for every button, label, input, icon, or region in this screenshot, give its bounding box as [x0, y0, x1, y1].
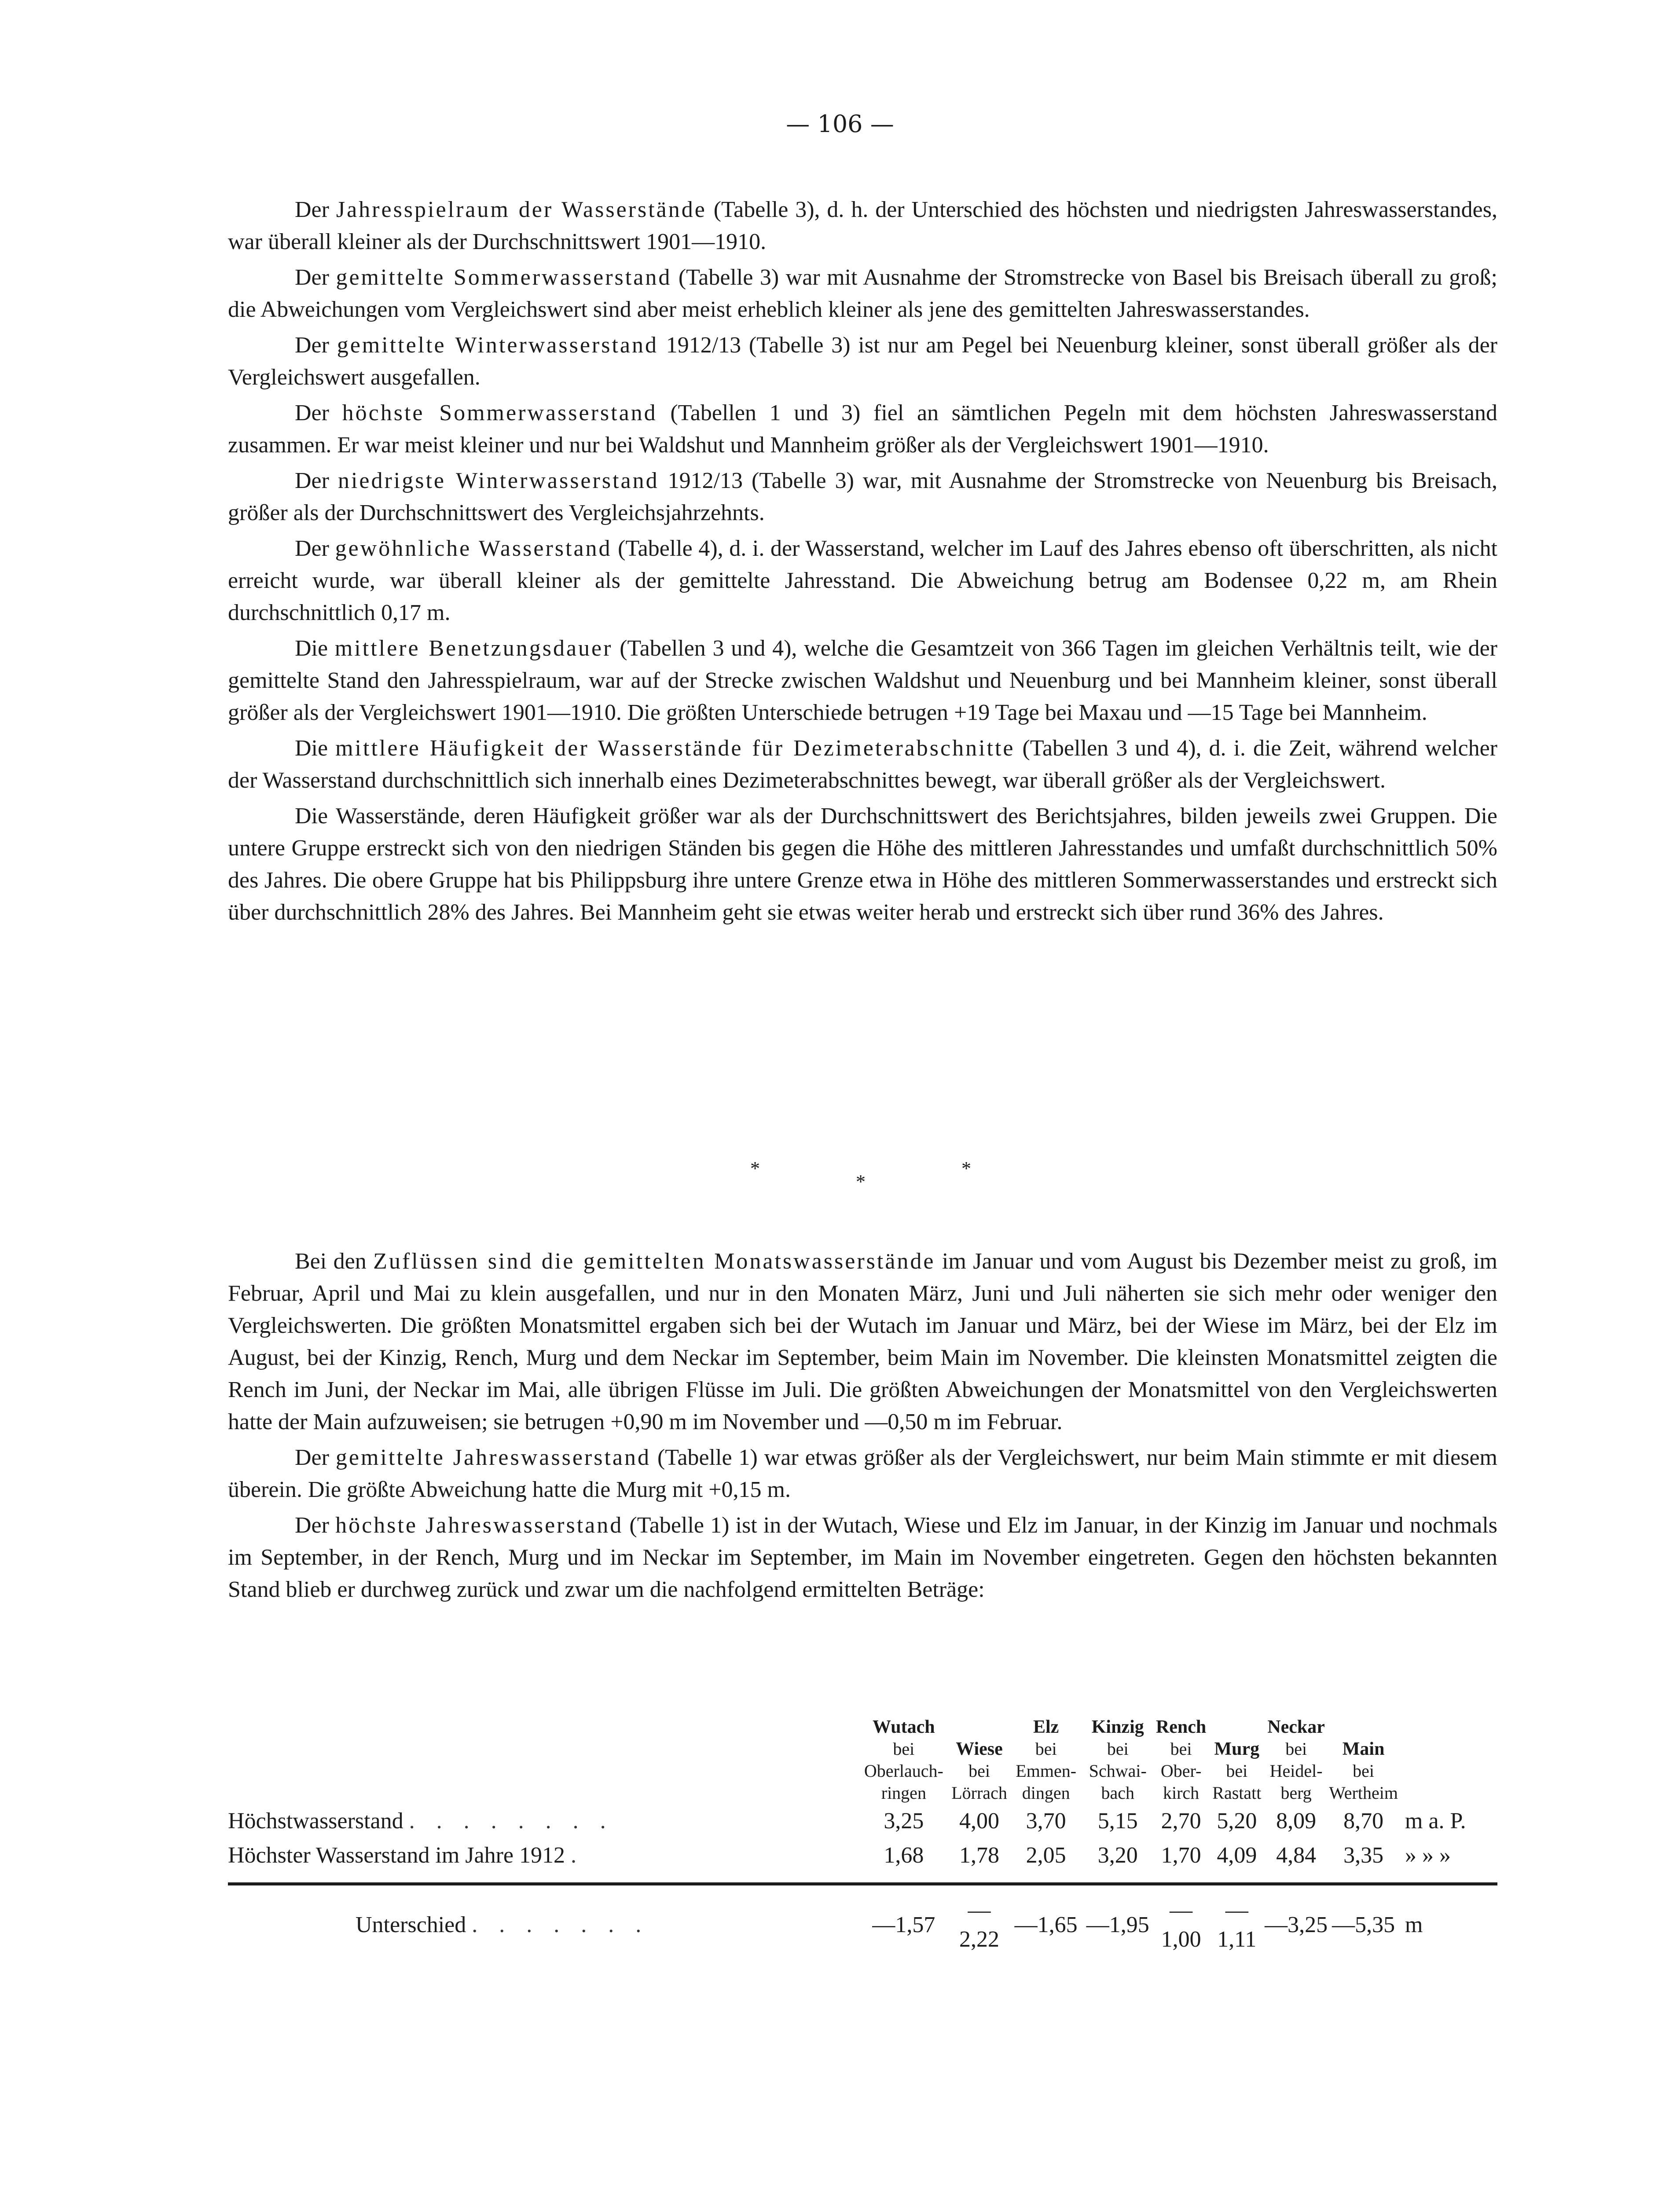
table-cell: 4,84: [1276, 1843, 1317, 1868]
unit-cell: m: [1405, 1912, 1423, 1937]
column-header: [950, 1716, 1009, 1804]
article: Der: [295, 468, 338, 493]
paragraph: [228, 800, 1497, 928]
term: gemittelte Jahreswasserstand: [335, 1445, 651, 1470]
leader-dots: . . . . . . . .: [409, 1808, 614, 1834]
paragraph-text: (Tabellen 1 und 3) fiel an sämtlichen Pegeln mit dem höchsten Jahreswasserstand zusammen. Er war meist kleiner und nur bei Waldshut und Mannheim größer als der Vergleichswert 1901—1910.: [228, 400, 1497, 458]
paragraph-text: (Tabelle 4), d. i. der Wasserstand, welcher im Lauf des Jahres ebenso oft überschritten, als nicht erreicht wurde, war überall kleiner als der gemittelte Jahresstand. Die Abweichung betrug am Bodensee 0,22 m, am Rhein durchschnittlich 0,17 m.: [228, 536, 1497, 625]
place-name: Lörrach: [951, 1783, 1007, 1803]
row-label: [228, 1804, 857, 1838]
text-section-rhine: [228, 194, 1497, 932]
river-name: Main: [1342, 1739, 1385, 1759]
table-cell: 1,78: [959, 1843, 1000, 1868]
row-label-text: Höchster Wasserstand im Jahre 1912: [228, 1843, 565, 1868]
leader-dots: .: [571, 1843, 585, 1868]
paragraph: [228, 397, 1497, 461]
table-cell: —2,22: [959, 1898, 1000, 1952]
table-rule: [228, 1882, 1497, 1885]
place-name: Oberlauch-ringen: [864, 1761, 943, 1803]
table-cell: —3,25: [1265, 1912, 1328, 1937]
table-cell: 3,20: [1097, 1843, 1138, 1868]
separator-star: *: [856, 1171, 866, 1192]
term: gemittelte Sommerwasserstand: [336, 265, 672, 290]
lead: Der: [295, 1445, 336, 1470]
river-name: Wutach: [873, 1717, 935, 1737]
column-header: [1263, 1716, 1329, 1804]
rule-cell: [228, 1873, 1497, 1893]
unit-cell: m a. P.: [1405, 1808, 1466, 1834]
page-number: — 106 —: [786, 110, 894, 138]
table-row: [228, 1804, 1497, 1838]
paragraph: [228, 261, 1497, 326]
river-name: Neckar: [1267, 1717, 1325, 1737]
place-name: Emmen-dingen: [1016, 1761, 1077, 1803]
column-header: [1329, 1716, 1398, 1804]
article: Der: [295, 265, 336, 290]
term: mittlere Häufigkeit der Wasserstände für Dezimeterabschnitte: [335, 736, 1015, 761]
row-label-text: Höchstwasserstand: [228, 1808, 403, 1834]
table-cell: —1,00: [1161, 1898, 1201, 1952]
paragraph-text: (Tabellen 3 und 4), welche die Gesamtzeit von 366 Tagen im gleichen Verhältnis teilt, wie der gemittelte Stand den Jahresspielraum, war auf der Strecke zwischen Waldshut und Neuenburg und bei Mannheim kleiner, sonst überall größer als der Vergleichswert 1901—1910. Die größten Unterschiede betrugen +19 Tage bei Maxau und —15 Tage bei Mannheim.: [228, 636, 1497, 725]
unit-header: [1398, 1716, 1497, 1804]
table-cell: 4,09: [1217, 1843, 1257, 1868]
separator-star: *: [750, 1158, 760, 1179]
table-cell: 1,68: [884, 1843, 924, 1868]
table-cell: 4,00: [959, 1808, 1000, 1834]
paragraph-text: 1912/13 (Tabelle 3) war, mit Ausnahme der Stromstrecke von Neuenburg bis Breisach, größer als der Durchschnittswert des Vergleichsjahrzehnts.: [228, 468, 1497, 525]
place-name: Heidel-berg: [1269, 1761, 1323, 1803]
table-cell: —1,95: [1086, 1912, 1149, 1937]
river-name: Elz: [1033, 1717, 1059, 1737]
paragraph-text: 1912/13 (Tabelle 3) ist nur am Pegel bei Neuenburg kleiner, sonst überall größer als der Vergleichswert ausgefallen.: [228, 333, 1498, 390]
column-bei: bei: [1226, 1761, 1248, 1781]
lead: Der: [295, 1513, 336, 1538]
paragraph-text: (Tabelle 3) war mit Ausnahme der Stromstrecke von Basel bis Breisach überall zu groß; die Abweichungen vom Vergleichswert sind aber meist erheblich kleiner als jene des gemittelten Jahreswasserstandes.: [228, 265, 1497, 322]
table-cell: 3,35: [1343, 1843, 1384, 1868]
paragraph-text: (Tabelle 3), d. h. der Unterschied des höchsten und niedrigsten Jahreswasserstandes, war überall kleiner als der Durchschnittswert 1901—1910.: [228, 197, 1497, 254]
column-header: [1152, 1716, 1210, 1804]
column-bei: bei: [1035, 1739, 1057, 1759]
table-cell: 5,20: [1217, 1808, 1257, 1834]
place-name: Rastatt: [1212, 1783, 1262, 1803]
river-name: Kinzig: [1091, 1717, 1144, 1737]
term: mittlere Benetzungsdauer: [334, 636, 613, 661]
table-cell: —5,35: [1332, 1912, 1395, 1937]
column-header: [857, 1716, 950, 1804]
place-name: Wertheim: [1329, 1783, 1398, 1803]
water-level-table: [228, 1716, 1497, 1957]
article: Der: [295, 536, 335, 561]
row-label: [228, 1893, 857, 1957]
row-label-text: Unterschied: [356, 1912, 466, 1937]
table-header-row: [228, 1716, 1497, 1804]
paragraph: [228, 532, 1497, 629]
column-header: [1008, 1716, 1084, 1804]
table-cell: 8,70: [1343, 1808, 1384, 1834]
table-cell: 3,25: [884, 1808, 924, 1834]
river-name: Rench: [1155, 1717, 1207, 1737]
term: Jahresspielraum der Wasserstände: [336, 197, 707, 222]
article: Die: [295, 736, 336, 761]
column-header: [1210, 1716, 1263, 1804]
term: höchste Jahreswasserstand: [335, 1513, 624, 1538]
table-cell: 8,09: [1276, 1808, 1317, 1834]
paragraph-text: (Tabellen 3 und 4), d. i. die Zeit, während welcher der Wasserstand durchschnittlich sich innerhalb eines Dezimeterabschnittes bewegt, war überall größer als der Vergleichswert.: [228, 736, 1497, 793]
lead: Bei den: [295, 1249, 374, 1274]
table-row: [228, 1838, 1497, 1873]
term: höchste Sommerwasserstand: [342, 400, 657, 425]
article: Die: [295, 636, 335, 661]
paragraph-text: (Tabelle 1) war etwas größer als der Vergleichswert, nur beim Main stimmte er mit diesem überein. Die größte Abweichung hatte die Murg mit +0,15 m.: [228, 1445, 1498, 1502]
term: Zuflüssen sind die gemittelten Monatswasserstände: [373, 1249, 935, 1274]
paragraph-text: im Januar und vom August bis Dezember meist zu groß, im Februar, April und Mai zu klein ausgefallen, und nur in den Monaten März, Juni und Juli näherten sie sich mehr oder weniger den Vergleichswerten. Die größten Monatsmittel ergaben sich bei der Wutach im Januar und März, bei der Wiese im März, bei der Elz im August, bei der Kinzig, Rench, Murg und dem Neckar im September, beim Main im November. Die kleinsten Monatsmittel zeigten die Rench im Juni, der Neckar im Mai, alle übrigen Flüsse im Juli. Die größten Abweichungen der Monatsmittel von den Vergleichswerten hatte der Main aufzuweisen; sie betrugen +0,90 m im November und —0,50 m im Februar.: [228, 1249, 1497, 1434]
table-cell: 2,05: [1026, 1843, 1066, 1868]
place-name: Schwai-bach: [1089, 1761, 1147, 1803]
paragraph: [228, 632, 1497, 729]
place-name: Ober-kirch: [1160, 1761, 1202, 1803]
paragraph: [228, 1441, 1497, 1506]
text-section-tributaries: [228, 1245, 1497, 1609]
paragraph: [228, 1509, 1497, 1606]
column-header: [1084, 1716, 1152, 1804]
term: niedrigste Winterwasserstand: [337, 468, 659, 493]
column-bei: bei: [1107, 1739, 1129, 1759]
row-label: [228, 1838, 857, 1873]
paragraph-text: Die Wasserstände, deren Häufigkeit größer war als der Durchschnittswert des Berichtsjahres, bilden jeweils zwei Gruppen. Die untere Gruppe erstreckt sich von den niedrigen Ständen bis gegen die Höhe des mittleren Jahresstandes und umfaßt durchschnittlich 50% des Jahres. Die obere Gruppe hat bis Philippsburg ihre untere Grenze etwa in Höhe des mittleren Sommerwasserstandes und erstreckt sich über durchschnittlich 28% des Jahres. Bei Mannheim geht sie etwas weiter herab und erstreckt sich über rund 36% des Jahres.: [228, 803, 1497, 925]
article: Der: [295, 333, 337, 358]
term: gewöhnliche Wasserstand: [335, 536, 612, 561]
table-cell: 3,70: [1026, 1808, 1066, 1834]
difference-row: [228, 1893, 1497, 1957]
term: gemittelte Winterwasserstand: [337, 333, 658, 358]
table-header-empty: [228, 1716, 857, 1804]
table-cell: —1,57: [872, 1912, 935, 1937]
table-cell: 1,70: [1161, 1843, 1201, 1868]
table-cell: —1,11: [1217, 1898, 1257, 1952]
article: Der: [295, 400, 342, 425]
article: Der: [295, 197, 336, 222]
table-cell: —1,65: [1014, 1912, 1078, 1937]
separator-star: *: [961, 1158, 971, 1179]
paragraph: [228, 329, 1497, 393]
river-name: Wiese: [956, 1739, 1003, 1759]
table: [228, 1716, 1497, 1957]
table-cell: 5,15: [1097, 1808, 1138, 1834]
paragraph: [228, 732, 1497, 796]
column-bei: bei: [968, 1761, 990, 1781]
unit-cell: » » »: [1405, 1843, 1451, 1868]
paragraph: [228, 194, 1497, 258]
paragraph-text: (Tabelle 1) ist in der Wutach, Wiese und Elz im Januar, in der Kinzig im Januar und nochmals im September, in der Rench, Murg und im Neckar im September, im Main im November eingetreten. Gegen den höchsten bekannten Stand blieb er durchweg zurück und zwar um die nachfolgend ermittelten Beträge:: [228, 1513, 1498, 1602]
column-bei: bei: [893, 1739, 915, 1759]
column-bei: bei: [1353, 1761, 1375, 1781]
column-bei: bei: [1170, 1739, 1192, 1759]
rule-row: [228, 1873, 1497, 1893]
paragraph: [228, 465, 1497, 529]
river-name: Murg: [1214, 1739, 1260, 1759]
column-bei: bei: [1285, 1739, 1307, 1759]
leader-dots: . . . . . . .: [472, 1912, 649, 1937]
table-cell: 2,70: [1161, 1808, 1201, 1834]
paragraph: [228, 1245, 1497, 1438]
